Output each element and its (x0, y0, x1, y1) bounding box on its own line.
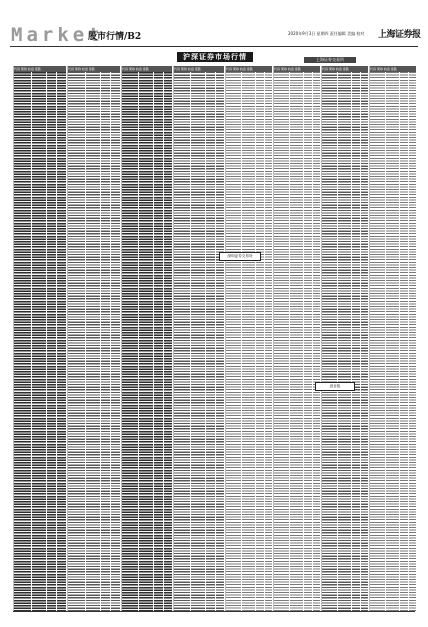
column-header: 代码 简称 收盘 涨跌 (322, 66, 368, 72)
column-header: 代码 简称 收盘 涨跌 (14, 66, 66, 72)
quote-rows (274, 72, 320, 611)
quote-rows (122, 72, 172, 611)
table-column-8 (369, 66, 416, 611)
quote-tables (13, 66, 415, 611)
quote-rows (226, 72, 272, 611)
table-column-2 (67, 66, 120, 611)
column-header: 代码 简称 收盘 涨跌 (370, 66, 416, 72)
quote-rows (14, 72, 66, 611)
table-column-3 (121, 66, 172, 611)
section-box-szse: 深圳证券交易所 (219, 252, 261, 261)
column-header: 代码 简称 收盘 涨跌 (226, 66, 272, 72)
column-header: 代码 简称 收盘 涨跌 (122, 66, 172, 72)
column-header: 代码 简称 收盘 涨跌 (68, 66, 120, 72)
header-rule (10, 46, 418, 47)
table-column-6 (273, 66, 320, 611)
table-column-1 (13, 66, 66, 611)
table-column-7 (321, 66, 368, 611)
column-header: 代码 简称 收盘 涨跌 (174, 66, 224, 72)
quote-rows (322, 72, 368, 611)
date-line: 2020年9月3日 星期四 责任编辑 美编 校对 (288, 31, 365, 36)
footer-rule (13, 611, 415, 612)
banner-subtitle: 上海证券交易所 (304, 57, 356, 63)
banner-title: 沪深证券市场行情 (177, 52, 253, 62)
table-column-5 (225, 66, 272, 611)
column-header: 代码 简称 收盘 涨跌 (274, 66, 320, 72)
table-column-4 (173, 66, 224, 611)
quote-rows (370, 72, 416, 611)
section-box-gem: 创业板 (315, 382, 355, 391)
section-label: 股市行情/B2 (88, 32, 142, 42)
quote-rows (174, 72, 224, 611)
paper-name: 上海证券报 (378, 30, 421, 40)
masthead-word: Market (11, 24, 104, 46)
quote-rows (68, 72, 120, 611)
